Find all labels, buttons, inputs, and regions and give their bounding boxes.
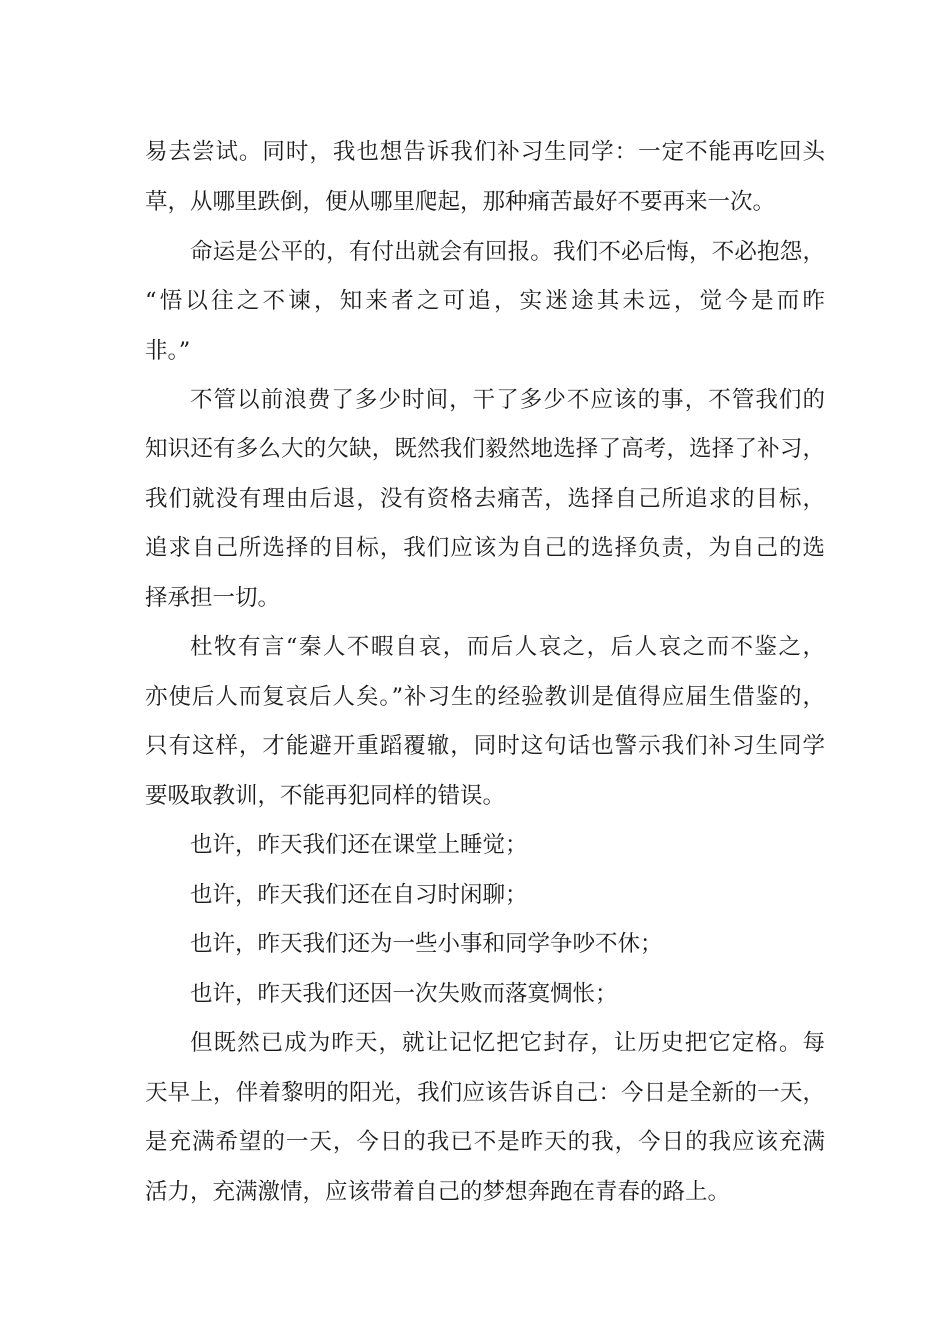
text-line: 只有这样，才能避开重蹈覆辙，同时这句话也警示我们补习生同学 <box>145 733 825 759</box>
text-line: 也许，昨天我们还为一些小事和同学争吵不休； <box>190 931 663 957</box>
text-line: 也许，昨天我们还在课堂上睡觉； <box>190 832 528 858</box>
text-line: 草，从哪里跌倒，便从哪里爬起，那种痛苦最好不要再来一次。 <box>145 189 776 215</box>
text-line: 命运是公平的，有付出就会有回报。我们不必后悔，不必抱怨， <box>190 239 825 265</box>
text-line: 也许，昨天我们还因一次失败而落寞惆怅； <box>190 981 618 1007</box>
text-line: “悟以往之不谏，知来者之可追，实迷途其未远，觉今是而昨 <box>145 288 825 314</box>
text-line: 活力，充满激情，应该带着自己的梦想奔跑在青春的路上。 <box>145 1179 731 1205</box>
text-line: 我们就没有理由后退，没有资格去痛苦，选择自己所追求的目标， <box>145 486 825 512</box>
text-line: 非。” <box>145 338 191 364</box>
text-line: 天早上，伴着黎明的阳光，我们应该告诉自己：今日是全新的一天， <box>145 1080 825 1106</box>
text-line: 要吸取教训，不能再犯同样的错误。 <box>145 783 506 809</box>
text-line: 不管以前浪费了多少时间，干了多少不应该的事，不管我们的 <box>190 387 825 413</box>
text-line: 但既然已成为昨天，就让记忆把它封存，让历史把它定格。每 <box>190 1030 825 1056</box>
text-line: 追求自己所选择的目标，我们应该为自己的选择负责，为自己的选 <box>145 535 825 561</box>
text-line: 易去尝试。同时，我也想告诉我们补习生同学：一定不能再吃回头 <box>145 139 825 165</box>
text-line: 知识还有多么大的欠缺，既然我们毅然地选择了高考，选择了补习， <box>145 436 825 462</box>
text-line: 是充满希望的一天，今日的我已不是昨天的我，今日的我应该充满 <box>145 1129 825 1155</box>
text-line: 也许，昨天我们还在自习时闲聊； <box>190 882 528 908</box>
text-line: 亦使后人而复哀后人矣。”补习生的经验教训是值得应届生借鉴的， <box>145 684 825 710</box>
text-line: 杜牧有言“秦人不暇自哀，而后人哀之，后人哀之而不鉴之， <box>190 634 825 660</box>
text-line: 择承担一切。 <box>145 585 281 611</box>
